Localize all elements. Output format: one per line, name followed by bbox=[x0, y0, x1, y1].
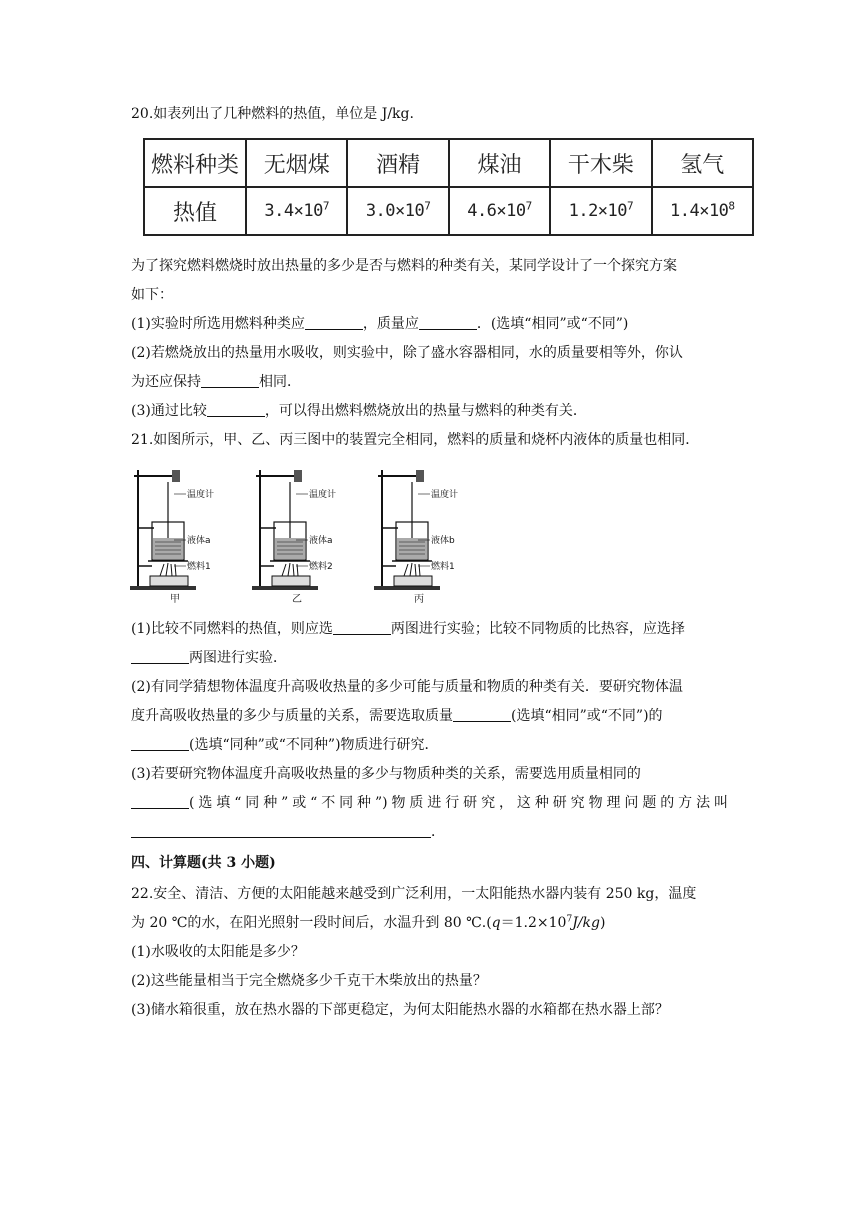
label-liquid: 液体a bbox=[187, 536, 211, 546]
heat-value: $3.0\times 10^7$ bbox=[347, 187, 448, 235]
heat-value: $3.4\times 10^7$ bbox=[246, 187, 347, 235]
answer-blank[interactable] bbox=[305, 315, 363, 330]
answer-blank[interactable] bbox=[131, 649, 189, 664]
panel-caption: 丙 bbox=[414, 594, 424, 605]
q22-item2: (2)这些能量相当于完全燃烧多少千克干木柴放出的热量？ bbox=[131, 973, 487, 989]
fuel-name: 干木柴 bbox=[550, 139, 651, 187]
q21-intro: 21.如图所示，甲、乙、丙三图中的装置完全相同，燃料的质量和烧杯内液体的质量也相同． bbox=[131, 432, 700, 448]
answer-blank[interactable] bbox=[419, 315, 477, 330]
table-row bbox=[144, 139, 753, 187]
q20-item2-line1: (2)若燃烧放出的热量用水吸收，则实验中，除了盛水容器相同，水的质量要相等外，你认 bbox=[131, 345, 683, 361]
q20-para-line1: 为了探究燃料燃烧时放出热量的多少是否与燃料的种类有关，某同学设计了一个探究方案 bbox=[131, 258, 677, 274]
answer-blank[interactable] bbox=[131, 823, 431, 838]
q20-para-line2: 如下： bbox=[131, 287, 173, 303]
fuel-name: 煤油 bbox=[449, 139, 550, 187]
q21-item2-line3: (选填“同种”或“不同种”)物质进行研究． bbox=[131, 735, 439, 755]
panel-caption: 甲 bbox=[170, 594, 180, 605]
table-row bbox=[144, 187, 753, 235]
apparatus-panel-yi bbox=[252, 470, 336, 605]
label-liquid: 液体a bbox=[309, 536, 333, 546]
q21-item2-line2: 度升高吸收热量的多少与质量的关系，需要选取质量 (选填“相同”或“不同”)的 bbox=[131, 708, 663, 724]
experiment-apparatus-figure bbox=[130, 464, 459, 605]
answer-blank[interactable] bbox=[201, 373, 259, 388]
label-liquid: 液体b bbox=[431, 536, 455, 546]
label-thermometer: 温度计 bbox=[431, 490, 459, 500]
q20-item2-line2: 为还应保持 相同． bbox=[131, 374, 301, 390]
fuel-name: 无烟煤 bbox=[246, 139, 347, 187]
fuel-name: 氢气 bbox=[652, 139, 753, 187]
q22-line1: 22.安全、清洁、方便的太阳能越来越受到广泛利用，一太阳能热水器内装有 250 kg，温度 bbox=[131, 886, 697, 902]
panel-caption: 乙 bbox=[292, 594, 302, 605]
heat-value: $1.2\times 10^7$ bbox=[550, 187, 651, 235]
q21-item3-line3: ． bbox=[131, 822, 445, 842]
apparatus-panel-bing bbox=[374, 470, 458, 605]
q22-line2: 为 20 ℃的水，在阳光照射一段时间后，水温升到 80 $℃.(q=1.2\times 10^7J/kg)$ bbox=[131, 914, 606, 931]
label-fuel: 燃料1 bbox=[187, 562, 211, 572]
label-fuel: 燃料1 bbox=[431, 562, 455, 572]
answer-blank[interactable] bbox=[453, 707, 511, 722]
fuel-name: 酒精 bbox=[347, 139, 448, 187]
label-thermometer: 温度计 bbox=[187, 490, 215, 500]
label-thermometer: 温度计 bbox=[309, 490, 337, 500]
row-label-heat-value: 热值 bbox=[144, 187, 246, 235]
q20-intro: 20.如表列出了几种燃料的热值，单位是 J/kg. bbox=[131, 106, 414, 122]
apparatus-panel-jia bbox=[130, 470, 214, 605]
answer-blank[interactable] bbox=[207, 402, 265, 417]
answer-blank[interactable] bbox=[131, 794, 189, 809]
row-label-fuel-type: 燃料种类 bbox=[144, 139, 246, 187]
answer-blank[interactable] bbox=[131, 736, 189, 751]
fuel-heat-value-table bbox=[143, 138, 754, 236]
q22-item1: (1)水吸收的太阳能是多少？ bbox=[131, 944, 305, 960]
heat-value: $4.6\times 10^7$ bbox=[449, 187, 550, 235]
section-heading: 四、计算题(共 3 小题) bbox=[131, 855, 276, 871]
label-fuel: 燃料2 bbox=[309, 562, 333, 572]
q22-item3: (3)储水箱很重，放在热水器的下部更稳定，为何太阳能热水器的水箱都在热水器上部？ bbox=[131, 1002, 669, 1018]
q20-item3: (3)通过比较 ，可以得出燃料燃烧放出的热量与燃料的种类有关． bbox=[131, 403, 587, 419]
heat-value: $1.4\times 10^8$ bbox=[652, 187, 753, 235]
q21-item1-line2: 两图进行实验． bbox=[131, 648, 287, 668]
answer-blank[interactable] bbox=[333, 620, 391, 635]
q20-item1: (1)实验时所选用燃料种类应 ，质量应 ．(选填“相同”或“不同”) bbox=[131, 316, 629, 332]
q21-item2-line1: (2)有同学猜想物体温度升高吸收热量的多少可能与质量和物质的种类有关．要研究物体温 bbox=[131, 679, 683, 695]
q21-item3-line2: (选填“同种”或“不同种”)物质进行研究，这种研究物理问题的方法叫 bbox=[131, 793, 728, 813]
q21-item3-line1: (3)若要研究物体温度升高吸收热量的多少与物质种类的关系，需要选用质量相同的 bbox=[131, 766, 641, 782]
q21-item1-line1: (1)比较不同燃料的热值，则应选 两图进行实验；比较不同物质的比热容，应选择 bbox=[131, 621, 685, 637]
